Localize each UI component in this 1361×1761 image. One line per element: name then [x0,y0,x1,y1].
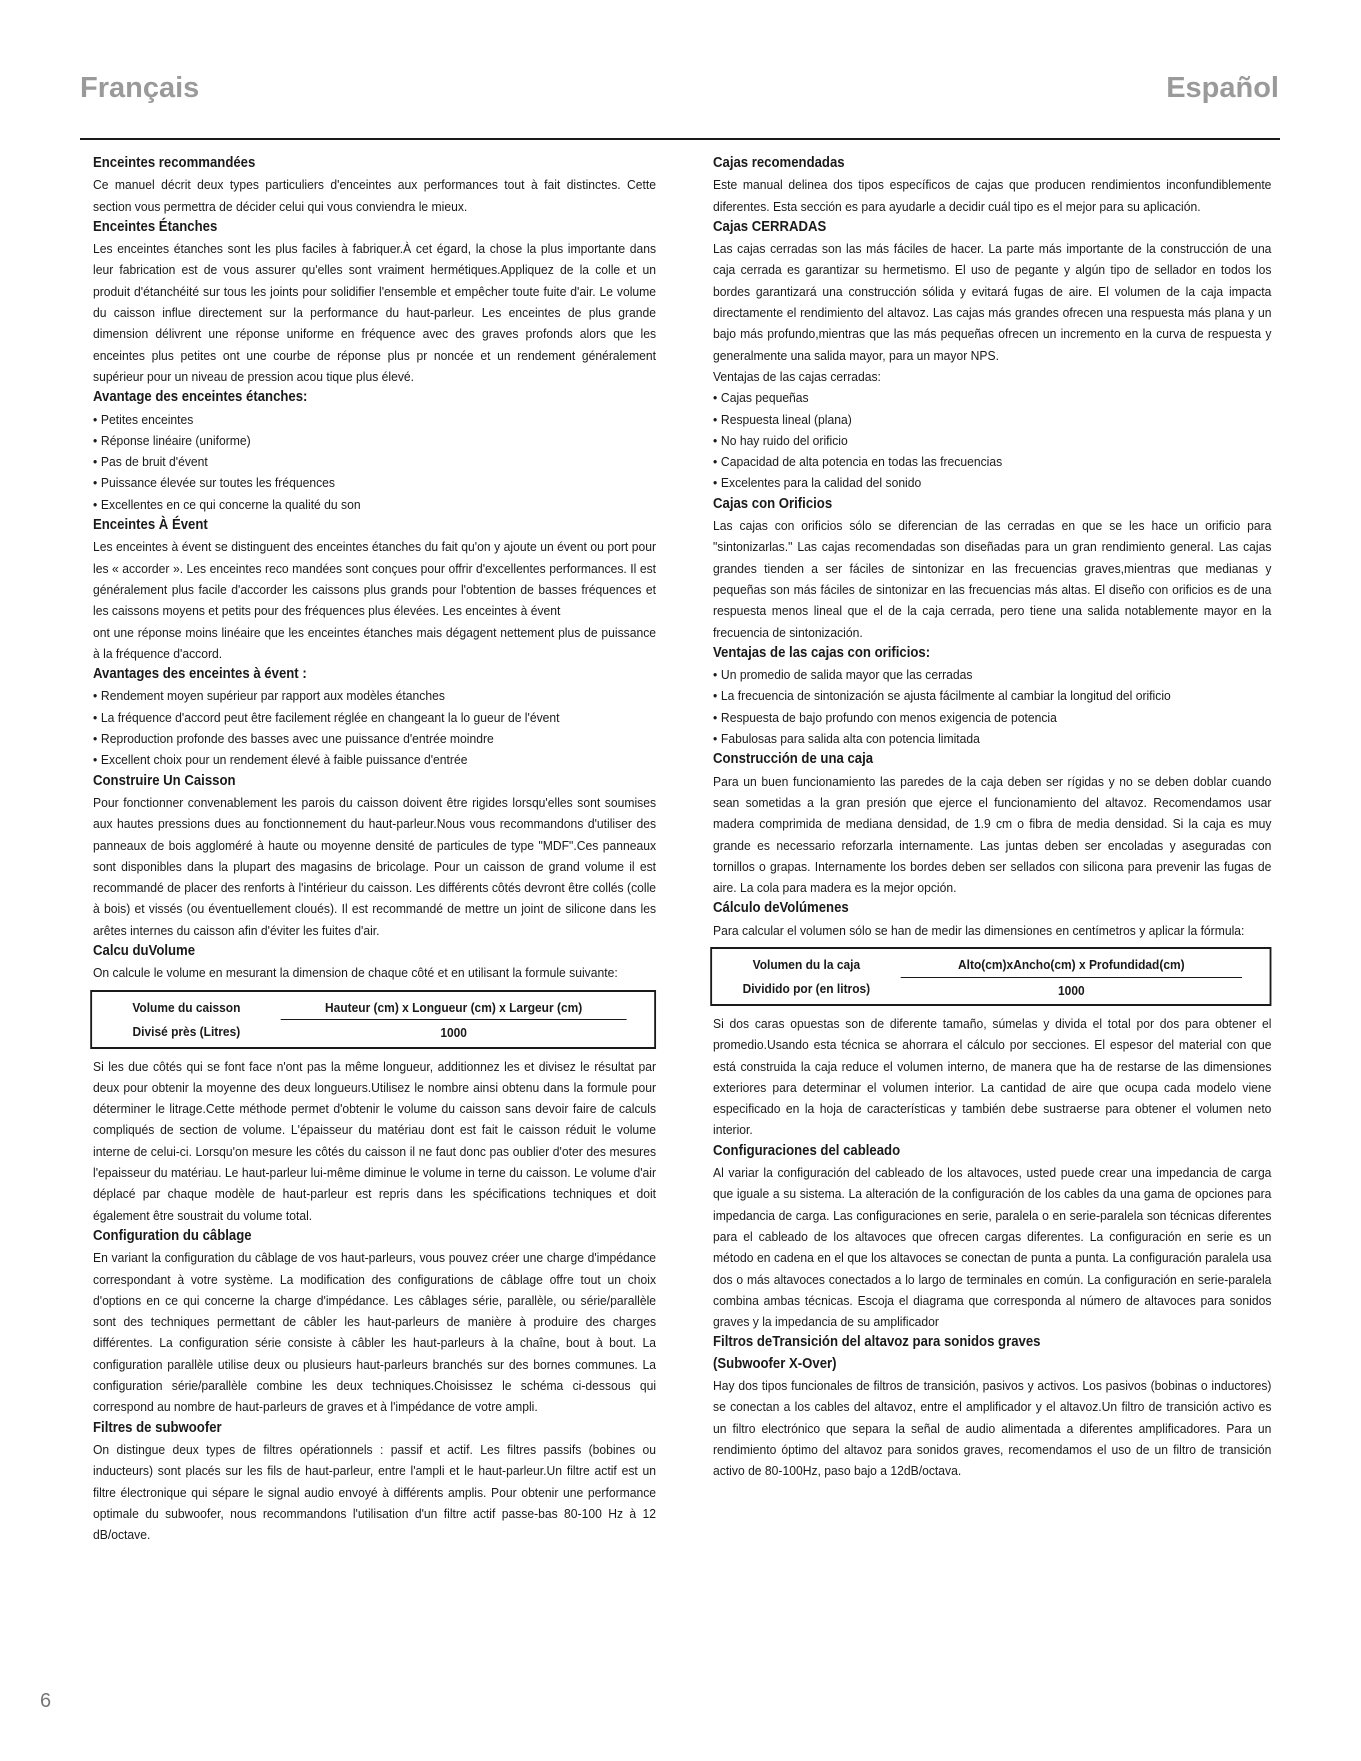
section-heading: Filtros deTransición del altavoz para sonidos graves [713,1334,1041,1351]
bullet-list [93,685,656,770]
paragraph: ont une réponse moins linéaire que les enceintes étanches mais dégagent nettement plus de puissance à la fréquence d'accord. [93,624,657,661]
paragraph: On distingue deux types de filtres opérationnels : passif et actif. Les filtres passifs (bobines ou inducteurs) sont placés sur les fils de haut-parleur, entre l'ampli et le haut-parleur.Un filtre actif est un filtre électronique qui sépare le signal audio envoyé à différents amplis. Pour obtenir une performance optimale du subwoofer, nous recommandons l'utilisation d'un filtre actif passe-bas 80-100 Hz à 12 dB/octave. [93,1441,657,1543]
paragraph: Ce manuel décrit deux types particuliers d'enceintes aux performances tout à fait distinctes. Cette section vous permettra de décider celui qui vous conviendra le mieux. [93,177,657,214]
list-item: • Réponse linéaire (uniforme) [93,430,656,451]
section-heading: Cajas recomendadas [713,155,845,171]
section-heading: Filtres de subwoofer [93,1419,222,1436]
volume-formula-box [90,990,656,1049]
section-heading: Avantage des enceintes étanches: [93,389,308,406]
section-heading: Cálculo deVolúmenes [713,900,849,917]
header-rule [80,138,1280,140]
list-item: • Petites enceintes [93,409,656,430]
paragraph: Para un buen funcionamiento las paredes de la caja deben ser rígidas y no se deben doblar cuando sean sometidas a la gran presión que ejerce el funcionamiento del altavoz. Recomendamos usar madera comprimida de mediana densidad, de 1.9 cm o fibra de media densidad. Si la caja es muy grande es necessario reforzarla internamente. Las juntas deben ser encoladas y aseguradas con tornillos o grapas. Internamente los bordes deben ser sellados con silicona para prevenir las fugas de aire. La cola para madera es la mejor opción. [713,773,1272,896]
section-heading: Configuraciones del cableado [713,1142,901,1159]
formula-label: Dividido por (en litros) [742,981,871,997]
list-item: • Respuesta lineal (plana) [713,409,1271,430]
list-item: • Excellent choix pour un rendement élevé à faible puissance d'entrée [93,749,656,770]
list-item: • Pas de bruit d'évent [93,451,656,472]
paragraph: Las cajas con orificios sólo se diferencian de las cerradas en que se les hace un orificio para "sintonizarlas." Las cajas recomendadas son diseñadas para un gran rendimiento general. Las cajas grandes tienden a ser fáciles de sintonizar en las frecuencias graves,mientras que medianas y pequeñas son más fáciles de sintonizar en las frecuencias más altas. El diseño con orificios es de una respuesta menos lineal que el de la caja cerrada, pero tiene una salida notablemente mayor en la frecuencia de sintonización. [713,518,1272,640]
paragraph: On calcule le volume en mesurant la dimension de chaque côté et en utilisant la formule suivante: [93,965,618,981]
list-item: • Rendement moyen supérieur par rapport aux modèles étanches [93,685,656,706]
bullet-list [713,664,1271,749]
section-heading: Construire Un Caisson [93,772,236,789]
formula-label: Volumen du la caja [752,957,861,973]
formula-label: Divisé près (Litres) [132,1023,241,1039]
bullet-list [713,387,1271,493]
list-item: • No hay ruido del orificio [713,430,1271,451]
paragraph: Si les due côtés qui se font face n'ont pas la même longueur, additionnez les et divisez le résultat par deux pour obtenir la moyenne des deux longueurs.Utilisez le nombre ainsi obtenu dans la formule pour déterminer le litrage.Cette méthode permet d'obtenir le volume du caisson sans devoir faire de calculs compliqués de section de volume. L'épaisseur du matériau dont est fait le caisson réduit le volume interne de celui-ci. Lorsqu'on mesure les côtés du caisson il ne faut donc pas oublier d'oter des mesures l'epaisseur du matériau. Le haut-parleur lui-même diminue le volume in terne du caisson. Le volume d'air déplacé par chaque modèle de haut-parleur est repris dans les spécifications techniques et doit également être soustrait du volume total. [93,1058,657,1223]
section-heading: Enceintes À Évent [93,517,208,534]
spanish-column [713,153,1271,1482]
paragraph: Les enceintes à évent se distinguent des enceintes étanches du fait qu'on y ajoute un évent ou port pour les « accorder ». Les enceintes reco mandées sont conçues pour offrir d'excellentes performances. Il est généralement plus facile d'accorder les caissons plus grands pour l'obtention de basses fréquences et les caissons moyens et petits pour des fréquences plus élevées. Les enceintes à évent [93,539,657,619]
list-item: • Fabulosas para salida alta con potencia limitada [713,728,1271,749]
formula-label: Volume du caisson [132,999,241,1015]
paragraph: Pour fonctionner convenablement les parois du caisson doivent être rigides lorsqu'elles sont soumises aux hautes pressions dues au fonctionnement du haut-parleur.Nous vous recommandons d'utiliser des panneaux de bois aggloméré à haute ou moyenne densité de particules de type "MDF".Ces panneaux sont disponibles dans la plupart des magasins de bricolage. Pour un caisson de grand volume il est recommandé de placer des renforts à l'intérieur du caisson. Les différents côtés devront être collés (colle à bois) et vissés (ou éventuellement cloués). Il est recommandé de mettre un joint de silicone dans les arêtes internes du caisson afin d'éviter les fuites d'air. [93,794,657,938]
section-heading: Cajas CERRADAS [713,218,827,235]
section-heading: Ventajas de las cajas con orificios: [713,644,931,661]
section-heading: (Subwoofer X-Over) [713,1355,837,1372]
paragraph: Este manual delinea dos tipos específicos de cajas que producen rendimientos inconfundiblemente diferentes. Esta sección es para ayudarle a decidir cuál tipo es el mejor para su aplicación. [713,177,1272,214]
formula-denominator: 1000 [901,977,1242,1001]
list-item: • Un promedio de salida mayor que las cerradas [713,664,1271,685]
formula-denominator: 1000 [281,1019,627,1043]
volume-formula-box [710,947,1271,1006]
header-francais: Français [80,72,200,104]
list-item: • Cajas pequeñas [713,387,1271,408]
paragraph: Ventajas de las cajas cerradas: [713,368,881,384]
formula-numerator: Alto(cm)xAncho(cm) x Profundidad(cm) [958,957,1185,973]
paragraph: Para calcular el volumen sólo se han de medir las dimensiones en centímetros y aplicar la fórmula: [713,922,1245,938]
section-heading: Configuration du câblage [93,1227,252,1244]
paragraph: Les enceintes étanches sont les plus faciles à fabriquer.À cet égard, la chose la plus importante dans leur fabrication est de vous assurer qu'elles sont vraiment hermétiques.Appliquez de la colle et un produit d'étanchéité sur tous les joints pour solidifier l'ensemble et empêcher toute fuite d'air. Le volume du caisson influe directement sur la performance du haut-parleur. Les enceintes de plus grande dimension délivrent une réponse uniforme en fréquence avec des graves profonds alors que les enceintes plus petites ont une courbe de réponse plus pr noncée et un rendement généralement supérieur pour un niveau de pression acou tique plus élevé. [93,241,657,384]
bullet-list [93,409,656,515]
paragraph: Las cajas cerradas son las más fáciles de hacer. La parte más importante de la construcción de una caja cerrada es garantizar su hermetismo. El uso de pegante y algún tipo de sellador en todos los bordes garantizará una construcción sólida y evitará fugas de aire. El volumen de la caja impacta directamente el rendimiento del altavoz. Las cajas más grandes ofrecen una respuesta más plana y un bajo más profundo,mientras que las más pequeñas ofrecen un incremento en la curva de respuesta y generalmente una salida mayor, para un mayor NPS. [713,241,1272,363]
list-item: • Reproduction profonde des basses avec une puissance d'entrée moindre [93,728,656,749]
list-item: • Puissance élevée sur toutes les fréquences [93,472,656,493]
list-item: • La fréquence d'accord peut être facilement réglée en changeant la lo gueur de l'évent [93,707,656,728]
section-heading: Avantages des enceintes à évent : [93,666,307,683]
paragraph: Hay dos tipos funcionales de filtros de transición, pasivos y activos. Los pasivos (bobinas o inductores) se conectan a los cables del altavoz, entre el amplificador y el altavoz.Un filtro de transición activo es un filtro electrónico que separa la señal de audio alimentada a diferentes amplificadores. Para un rendimiento óptimo del altavoz para sonidos graves, recomendamos el uso de un filtro de transición activo de 80-100Hz, paso bajo a 12dB/octava. [713,1378,1272,1479]
paragraph: Al variar la configuración del cableado de los altavoces, usted puede crear una impedancia de carga que iguale a su sistema. La alteración de la configuración de los cables da una gama de opciones para impedancia de carga. Las configuraciones en serie, paralela o en serie-paralela son técnicas diferentes para el cableado de los altavoces que ofrecen cargas diferentes. La configuración en serie es un método en cadena en el que los altavoces se conectan de punta a punta. La configuración paralela usa dos o más altavoces conectados a lo largo de terminales en común. La configuración en serie-paralela combina ambas técnicas. Escoja el diagrama que corresponda al número de altavoces para sonidos graves y la impedancia de su amplificador [713,1165,1272,1330]
section-heading: Construcción de una caja [713,751,874,768]
list-item: • Excelentes para la calidad del sonido [713,472,1271,493]
section-heading: Cajas con Orificios [713,495,833,512]
paragraph: Si dos caras opuestas son de diferente tamaño, súmelas y divida el total por dos para obtener el promedio.Usando esta técnica se ahorrara el cálculo por secciones. El espesor del material con que está construida la caja reduce el volumen interno, de manera que ha de restarse de las dimensiones exteriores para determinar el volumen interior. La cantidad de aire que ocupa cada modelo viene especificado en la hoja de características y también debe sustraerse para obtener el volumen neto interior. [713,1015,1272,1138]
header-espanol: Español [1166,72,1279,104]
list-item: • La frecuencia de sintonización se ajusta fácilmente al cambiar la longitud del orificio [713,685,1271,706]
section-heading: Enceintes recommandées [93,155,256,171]
paragraph: En variant la configuration du câblage de vos haut-parleurs, vous pouvez créer une charge d'impédance correspondant à votre système. La modification des configurations de câblage offre tout un choix d'options en ce qui concerne la charge d'impédance. Les câblages série, parallèle, ou série/parallèle sont des techniques permettant de câbler les haut-parleurs de manière à produire des charges différentes. La configuration série consiste à câbler les haut-parleurs à la chaîne, bout à bout. La configuration parallèle utilise deux ou plusieurs haut-parleurs branchés sur des bornes communes. La configuration série/parallèle combine les deux techniques.Choisissez le schéma ci-dessous qui correspond au nombre de haut-parleurs de graves et à l'impédance de votre ampli. [93,1250,657,1415]
list-item: • Respuesta de bajo profundo con menos exigencia de potencia [713,707,1271,728]
list-item: • Capacidad de alta potencia en todas las frecuencias [713,451,1271,472]
french-column [93,153,656,1545]
section-heading: Calcu duVolume [93,942,196,959]
formula-numerator: Hauteur (cm) x Longueur (cm) x Largeur (cm) [325,999,583,1015]
section-heading: Enceintes Étanches [93,218,218,235]
list-item: • Excellentes en ce qui concerne la qualité du son [93,494,656,515]
page-number: 6 [40,1690,52,1712]
